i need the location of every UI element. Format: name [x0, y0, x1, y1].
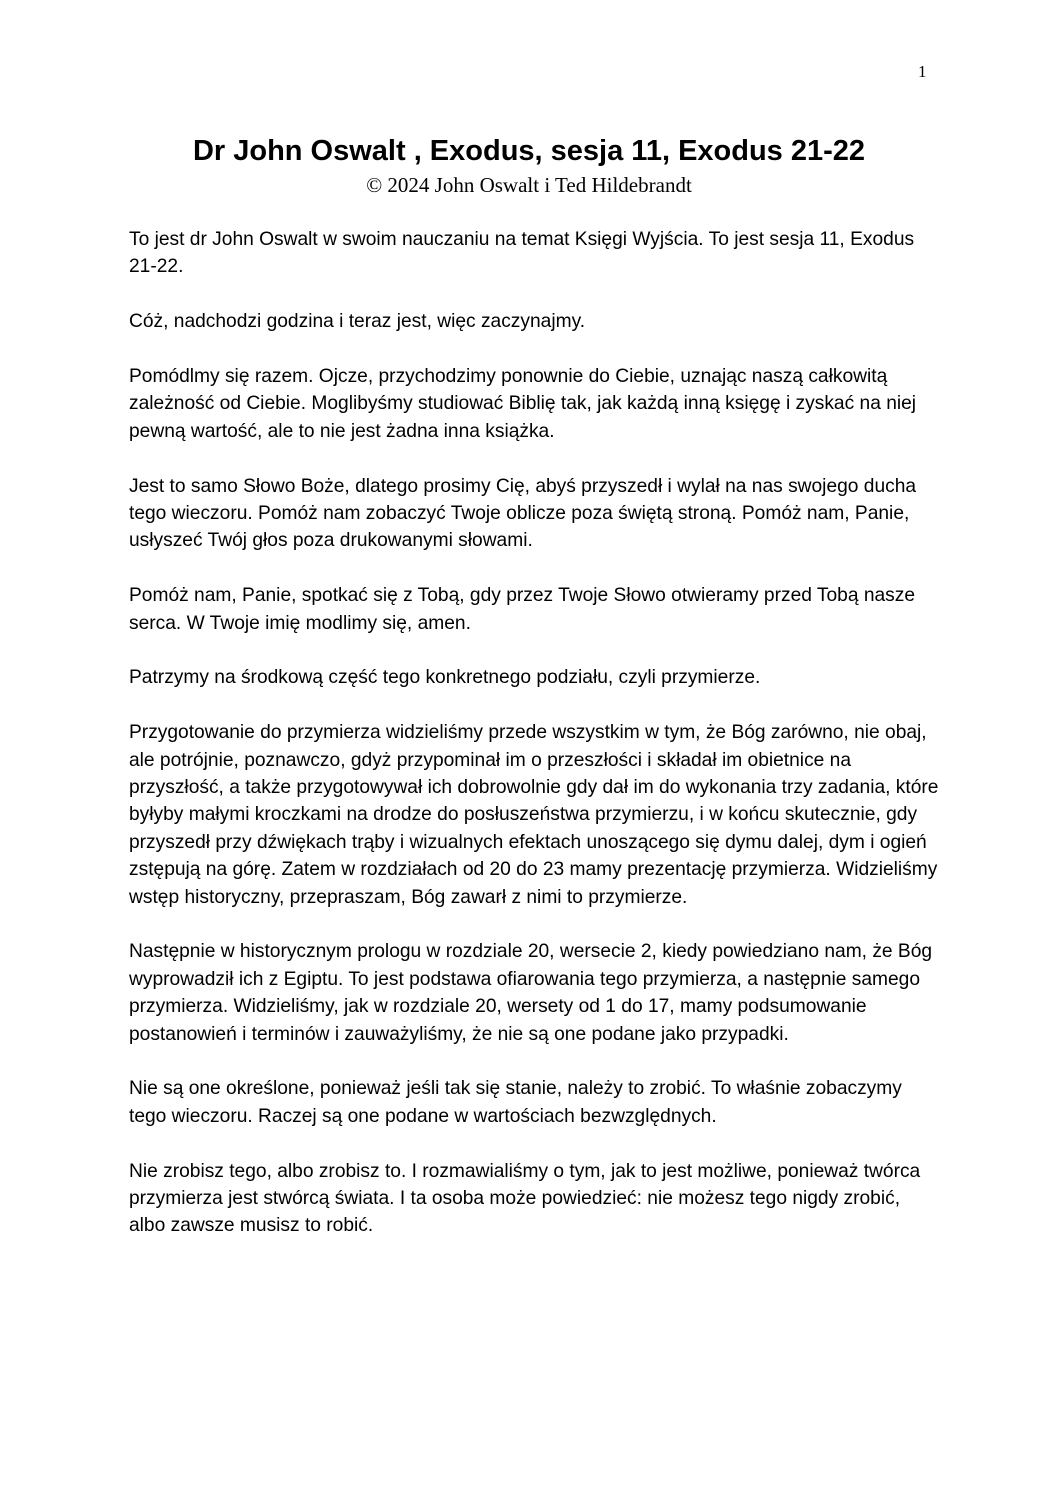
document-title: Dr John Oswalt , Exodus, sesja 11, Exodus 21-22 — [192, 135, 866, 167]
paragraph: Pomóż nam, Panie, spotkać się z Tobą, gdy przez Twoje Słowo otwieramy przed Tobą nasze serca. W Twoje imię modlimy się, amen. — [129, 585, 916, 634]
paragraph: Pomódlmy się razem. Ojcze, przychodzimy ponownie do Ciebie, uznając naszą całkowitą zależność od Ciebie. Moglibyśmy studiować Biblię tak, jak każdą inną księgę i zyskać na niej pewną wartość, ale to nie jest żadna inna książka. — [129, 366, 917, 442]
paragraph: Jest to samo Słowo Boże, dlatego prosimy Cię, abyś przyszedł i wylał na nas swojego ducha tego wieczoru. Pomóż nam zobaczyć Twoje oblicze poza świętą stroną. Pomóż nam, Panie, usłyszeć Twój głos poza drukowanymi słowami. — [129, 475, 917, 552]
paragraph: Cóż, nadchodzi godzina i teraz jest, więc zaczynajmy. — [129, 311, 586, 333]
paragraph: Przygotowanie do przymierza widzieliśmy przede wszystkim w tym, że Bóg zarówno, nie obaj, ale potrójnie, poznawczo, gdyż przypominał im o przeszłości i składał im obietnice na przyszłość, a także przygotowywał ich dobrowolnie gdy dał im do wykonania trzy zadania, które byłyby małymi kroczkami na drodze do posłuszeństwa przymierzu, i w końcu skutecznie, gdy przyszedł przy dźwiękach trąby i wizualnych efektach unoszącego się dymu dalej, dym i ogień zstępują na górę. Zatem w rozdziałach od 20 do 23 mamy prezentację przymierza. Widzieliśmy wstęp historyczny, przepraszam, Bóg zawarł z nimi to przymierze. — [129, 722, 939, 908]
paragraph: Nie są one określone, ponieważ jeśli tak się stanie, należy to zrobić. To właśnie zobaczymy tego wieczoru. Raczej są one podane w wartościach bezwzględnych. — [129, 1078, 902, 1127]
paragraph: Nie zrobisz tego, albo zrobisz to. I rozmawialiśmy o tym, jak to jest możliwe, ponieważ twórca przymierza jest stwórcą świata. I ta osoba może powiedzieć: nie możesz tego nigdy zrobić, albo zawsze musisz to robić. — [129, 1160, 921, 1237]
paragraph: Patrzymy na środkową część tego konkretnego podziału, czyli przymierze. — [129, 667, 761, 689]
paragraph: Następnie w historycznym prologu w rozdziale 20, wersecie 2, kiedy powiedziano nam, że Bóg wyprowadził ich z Egiptu. To jest podstawa ofiarowania tego przymierza, a następnie samego przymierza. Widzieliśmy, jak w rozdziale 20, wersety od 1 do 17, mamy podsumowanie postanowień i terminów i zauważyliśmy, że nie są one podane jako przypadki. — [129, 941, 933, 1045]
copyright-line: © 2024 John Oswalt i Ted Hildebrandt — [366, 173, 692, 197]
page-number: 1 — [918, 62, 927, 81]
paragraph: To jest dr John Oswalt w swoim nauczaniu na temat Księgi Wyjścia. To jest sesja 11, Exodus 21-22. — [129, 229, 915, 278]
document-body — [129, 226, 939, 1267]
